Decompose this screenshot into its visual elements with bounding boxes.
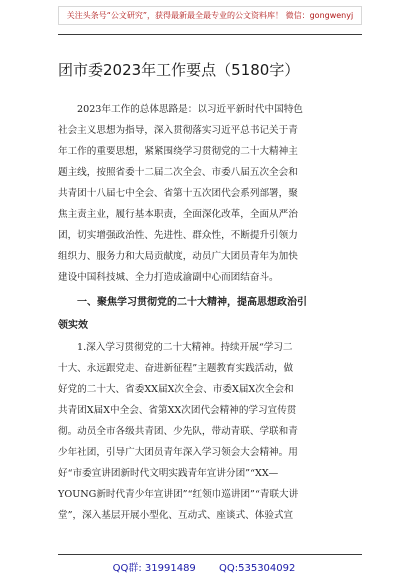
body-line: 共青团十八届七中全会、省第十五次团代会系列部署，聚 [58,188,298,199]
section-heading-cont: 领实效 [58,320,88,331]
header-rule [58,34,362,35]
body-line: 年工作的重要思想，紧紧围绕学习贯彻党的二十大精神主 [58,146,298,157]
body-line: 1.深入学习贯彻党的二十大精神。持续开展“学习二 [77,342,293,353]
body-line: 好“市委宣讲团新时代文明实践青年宣讲分团”“XX— [58,468,279,479]
body-line: 好党的二十大、省委XX届X次全会、市委X届X次全会和 [58,384,294,395]
body-line: 共青团X届X中全会、省第XX次团代会精神的学习宣传贯 [58,405,297,416]
body-line: 团，切实增强政治性、先进性、群众性，不断提升引领力 [58,230,298,241]
body-line: 彻。动员全市各级共青团、少先队，带动青联、学联和青 [58,426,298,437]
body-line: 建设中国科技城、全力打造成渝副中心而团结奋斗。 [58,272,279,283]
body-line: YOUNG新时代青少年宣讲团”“红领巾巡讲团”“青联大讲 [58,489,299,500]
body-line: 堂”，深入基层开展小型化、互动式、座谈式、体验式宣 [58,510,294,521]
section-heading: 一、聚焦学习贯彻党的二十大精神，提高思想政治引 [77,297,307,308]
body-line: 少年社团，引导广大团员青年深入学习领会大会精神。用 [58,447,298,458]
footer-qq-group: QQ群: 31991489 [112,563,196,574]
footer-rule [58,554,362,555]
page-title: 团市委2023年工作要点（5180字） [58,61,300,79]
body-line: 2023年工作的总体思路是：以习近平新时代中国特色 [77,104,303,115]
promo-banner: 关注头条号“公文研究”，获得最新最全最专业的公文资料库！ 微信：gongwenyj [58,6,362,25]
body-line: 社会主义思想为指导，深入贯彻落实习近平总书记关于青 [58,125,298,136]
body-line: 组织力、服务力和大局贡献度，动员广大团员青年为加快 [58,251,298,262]
footer-qq: QQ:535304092 [219,563,296,574]
body-line: 十大、永远跟党走、奋进新征程”主题教育实践活动，做 [58,363,294,374]
body-line: 焦主责主业，履行基本职责，全面深化改革，全面从严治 [58,209,298,220]
footer-contact [0,559,408,574]
body-line: 题主线，按照省委十二届二次全会、市委八届五次全会和 [58,167,298,178]
